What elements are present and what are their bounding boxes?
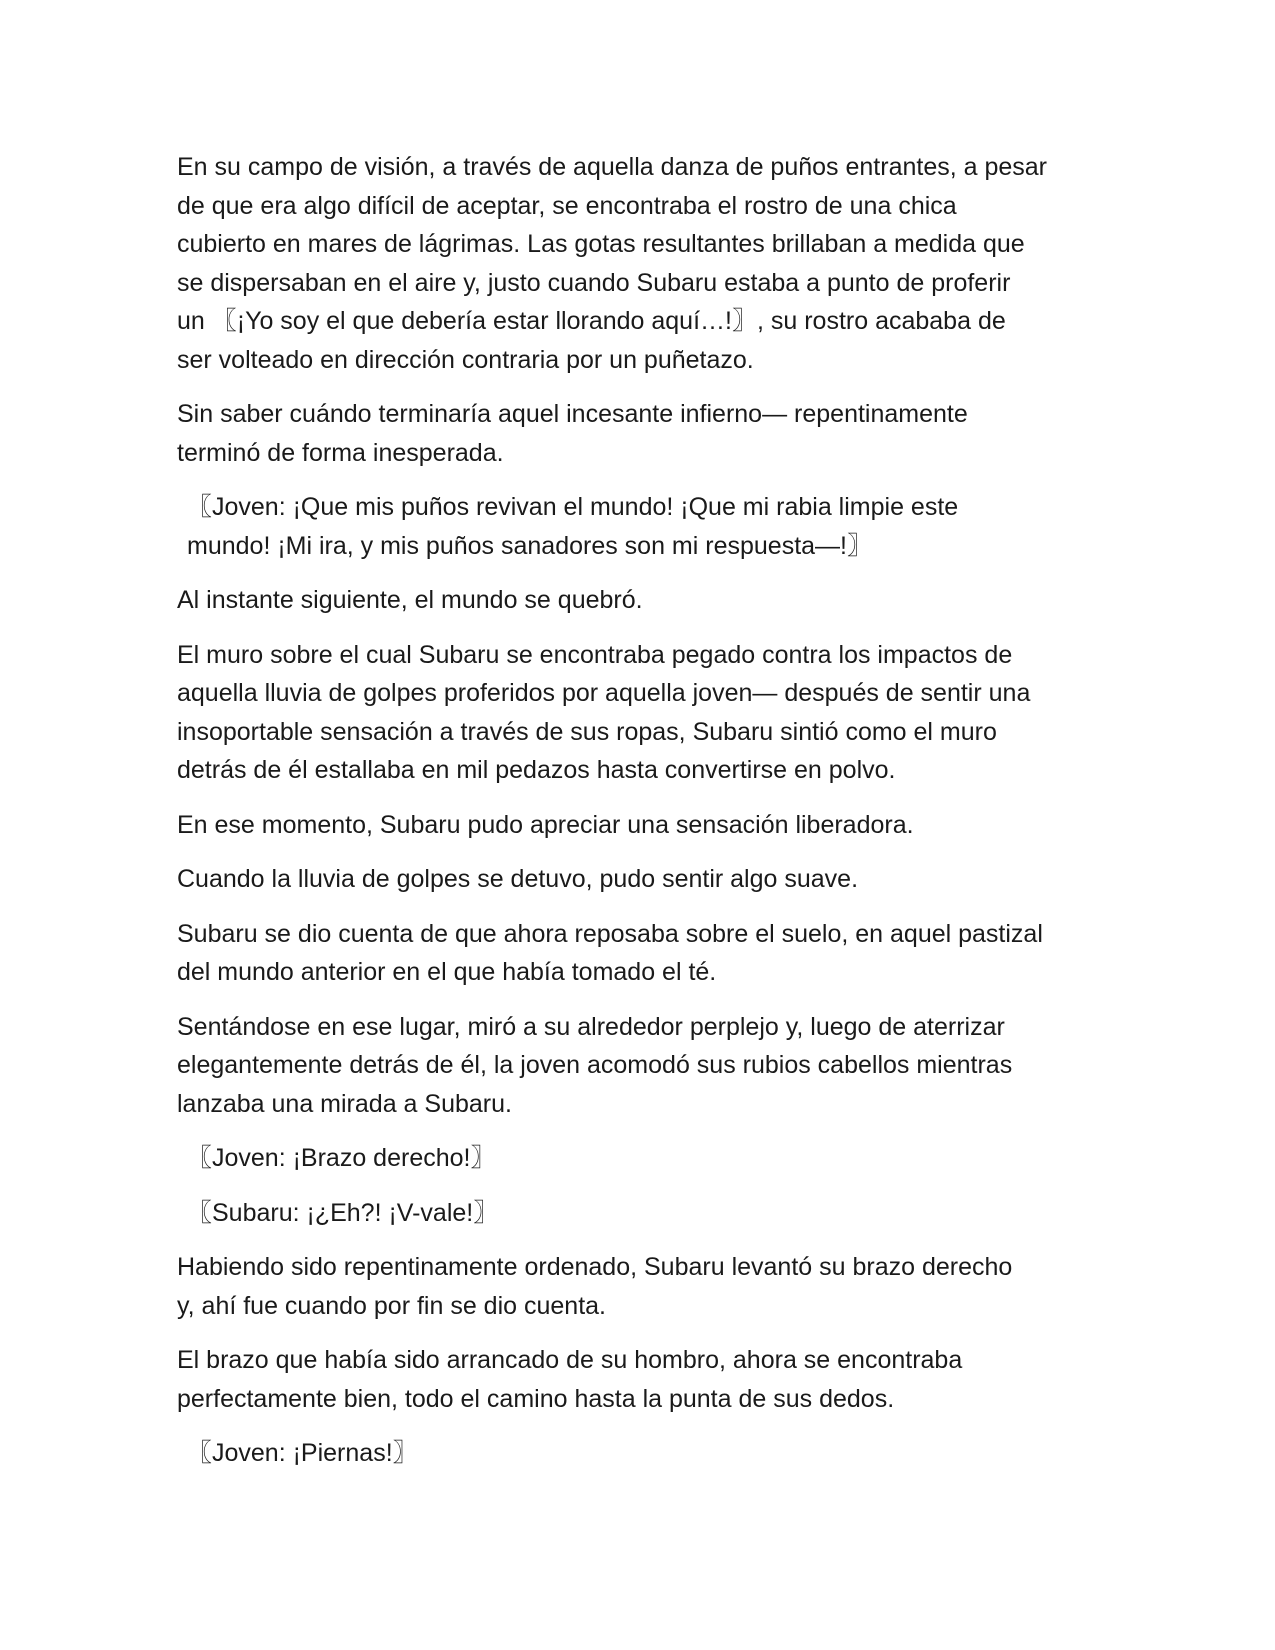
text-line: 〖Joven: ¡Piernas!〗 xyxy=(187,1439,418,1467)
text-line: del mundo anterior en el que había tomado el té. xyxy=(177,958,717,986)
document-body xyxy=(177,148,1097,1489)
paragraph xyxy=(177,148,1097,379)
dialogue-paragraph xyxy=(177,1194,1097,1233)
text-line: aquella lluvia de golpes proferidos por aquella joven— después de sentir una xyxy=(177,679,1031,707)
paragraph xyxy=(177,636,1097,790)
text-line: El muro sobre el cual Subaru se encontraba pegado contra los impactos de xyxy=(177,640,1013,669)
text-line: lanzaba una mirada a Subaru. xyxy=(177,1089,512,1118)
text-line: elegantemente detrás de él, la joven acomodó sus rubios cabellos mientras xyxy=(177,1051,1013,1079)
text-line: ser volteado en dirección contraria por un puñetazo. xyxy=(177,345,754,374)
text-line: Sentándose en ese lugar, miró a su alrededor perplejo y, luego de aterrizar xyxy=(177,1012,1005,1041)
text-line: En su campo de visión, a través de aquella danza de puños entrantes, a pesar xyxy=(177,153,1048,181)
paragraph xyxy=(177,806,1097,845)
text-line: 〖Joven: ¡Que mis puños revivan el mundo! ¡Que mi rabia limpie este xyxy=(187,493,959,521)
text-line: Sin saber cuándo terminaría aquel incesante infierno— repentinamente xyxy=(177,400,968,428)
text-line: y, ahí fue cuando por fin se dio cuenta. xyxy=(177,1291,606,1320)
text-line: un 〖¡Yo soy el que debería estar llorando aquí…!〗, su rostro acababa de xyxy=(177,307,1006,335)
text-line: perfectamente bien, todo el camino hasta la punta de sus dedos. xyxy=(177,1384,895,1413)
dialogue-paragraph xyxy=(177,1434,1097,1473)
text-line: En ese momento, Subaru pudo apreciar una sensación liberadora. xyxy=(177,810,914,839)
dialogue-paragraph xyxy=(177,488,1097,565)
text-line: Subaru se dio cuenta de que ahora reposaba sobre el suelo, en aquel pastizal xyxy=(177,919,1043,948)
text-line: insoportable sensación a través de sus ropas, Subaru sintió como el muro xyxy=(177,717,997,746)
text-line: de que era algo difícil de aceptar, se encontraba el rostro de una chica xyxy=(177,191,957,220)
text-line: detrás de él estallaba en mil pedazos hasta convertirse en polvo. xyxy=(177,756,896,784)
text-line: terminó de forma inesperada. xyxy=(177,438,504,467)
paragraph xyxy=(177,581,1097,620)
text-line: Cuando la lluvia de golpes se detuvo, pudo sentir algo suave. xyxy=(177,865,859,893)
text-line: se dispersaban en el aire y, justo cuando Subaru estaba a punto de proferir xyxy=(177,268,1011,297)
dialogue-paragraph xyxy=(177,1139,1097,1178)
paragraph xyxy=(177,1248,1097,1325)
paragraph xyxy=(177,1008,1097,1124)
text-line: 〖Subaru: ¡¿Eh?! ¡V-vale!〗 xyxy=(187,1198,499,1227)
text-line: Al instante siguiente, el mundo se quebró. xyxy=(177,586,643,614)
text-line: Habiendo sido repentinamente ordenado, Subaru levantó su brazo derecho xyxy=(177,1253,1013,1281)
text-line: El brazo que había sido arrancado de su hombro, ahora se encontraba xyxy=(177,1346,963,1374)
text-line: mundo! ¡Mi ira, y mis puños sanadores son mi respuesta—!〗 xyxy=(187,531,872,560)
paragraph xyxy=(177,395,1097,472)
text-line: 〖Joven: ¡Brazo derecho!〗 xyxy=(187,1144,496,1172)
paragraph xyxy=(177,860,1097,899)
paragraph xyxy=(177,915,1097,992)
text-line: cubierto en mares de lágrimas. Las gotas resultantes brillaban a medida que xyxy=(177,230,1025,258)
paragraph xyxy=(177,1341,1097,1418)
